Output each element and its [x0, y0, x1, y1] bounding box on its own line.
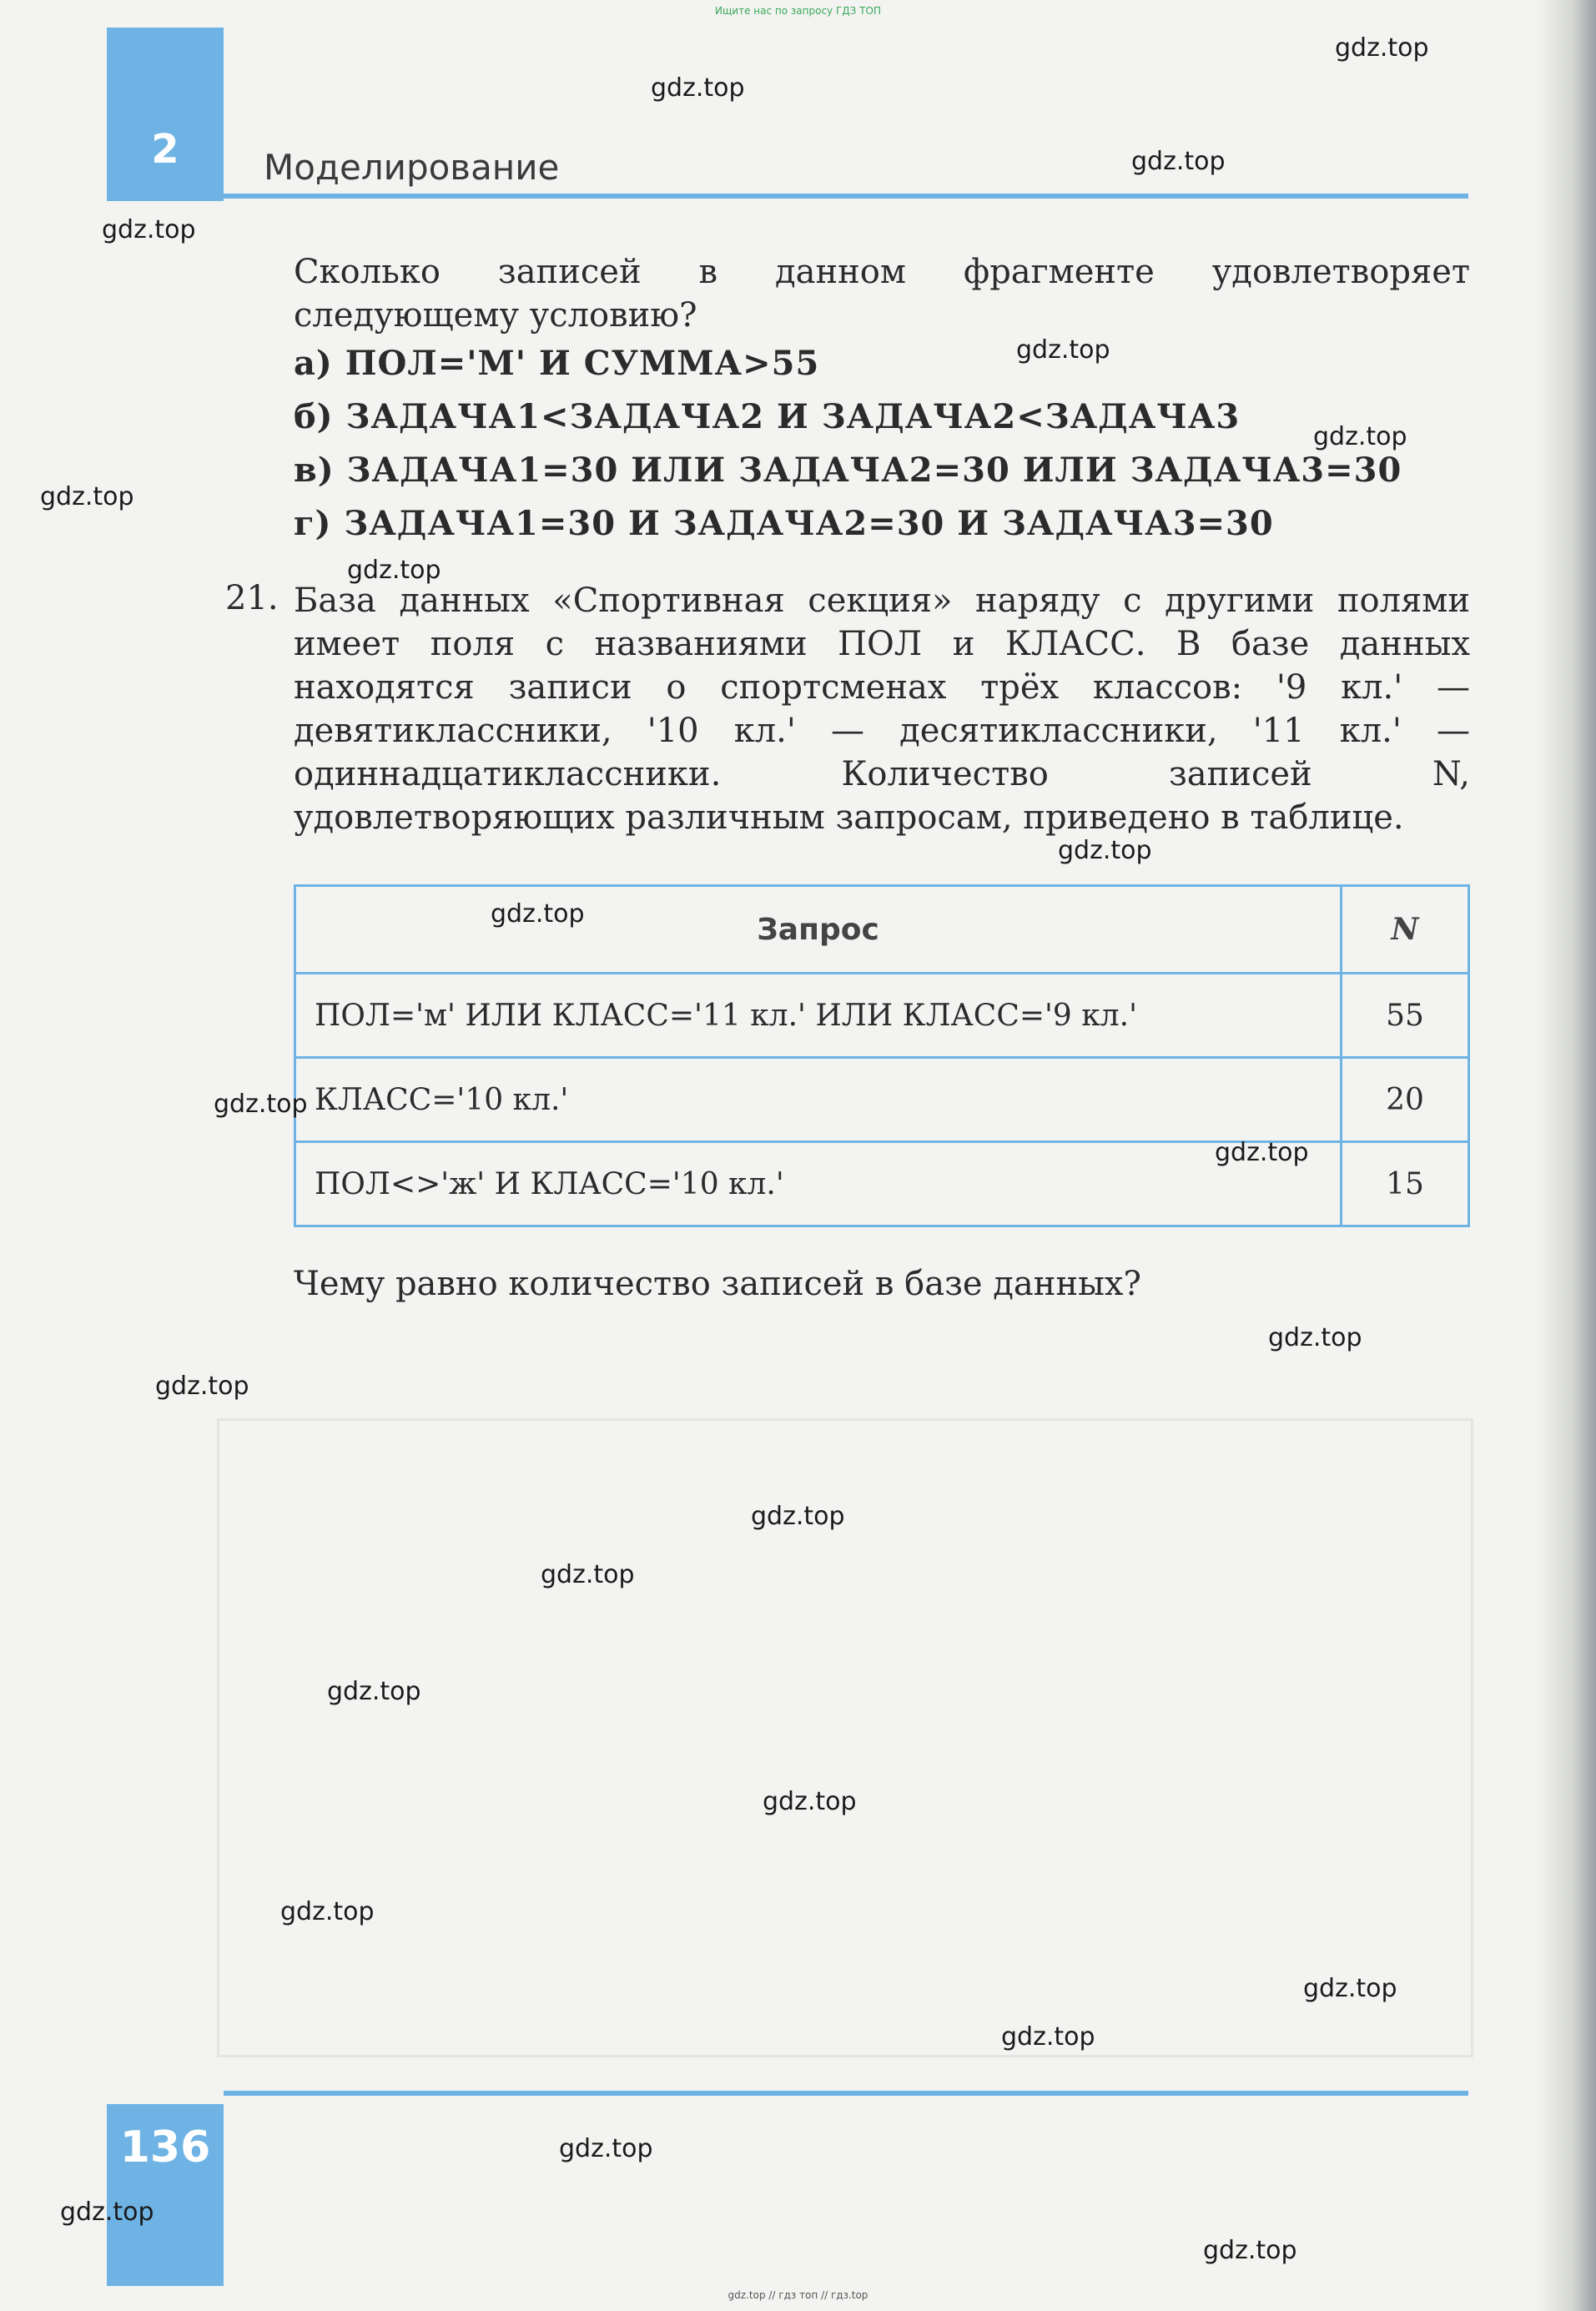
watermark: gdz.top [1001, 2022, 1095, 2052]
header-rule [224, 194, 1468, 199]
watermark: gdz.top [1016, 335, 1110, 365]
option-c: в) ЗАДАЧА1=30 ИЛИ ЗАДАЧА2=30 ИЛИ ЗАДАЧА3=30 [294, 451, 1402, 490]
bottom-caption: gdz.top // гдз топ // гдз.top [728, 2289, 868, 2301]
n-cell: 55 [1342, 974, 1469, 1058]
header-n: N [1342, 886, 1469, 974]
watermark: gdz.top [763, 1787, 857, 1816]
table-header-row [295, 886, 1469, 974]
watermark: gdz.top [40, 482, 134, 511]
query-cell: ПОЛ='м' ИЛИ КЛАСС='11 кл.' ИЛИ КЛАСС='9 кл.' [295, 974, 1342, 1058]
watermark: gdz.top [327, 1677, 421, 1706]
watermark: gdz.top [60, 2198, 154, 2227]
chapter-title: Моделирование [264, 147, 560, 188]
watermark: gdz.top [651, 73, 745, 103]
n-cell: 15 [1342, 1142, 1469, 1226]
watermark: gdz.top [1335, 33, 1429, 63]
table-row [295, 1058, 1469, 1142]
watermark: gdz.top [1203, 2236, 1297, 2265]
query-cell: ПОЛ<>'ж' И КЛАСС='10 кл.' [295, 1142, 1342, 1226]
option-a: а) ПОЛ='М' И СУММА>55 [294, 344, 820, 383]
watermark: gdz.top [1268, 1323, 1362, 1352]
page-edge-shadow [1538, 0, 1596, 2311]
n-cell: 20 [1342, 1058, 1469, 1142]
chapter-number: 2 [151, 126, 179, 173]
bleed-through-table [217, 1418, 1473, 2057]
chapter-tab [107, 28, 224, 201]
footer-rule [224, 2091, 1468, 2096]
watermark: gdz.top [155, 1372, 249, 1401]
task-number: 21. [225, 579, 279, 617]
watermark: gdz.top [1058, 836, 1152, 865]
query-table [294, 884, 1470, 1227]
watermark: gdz.top [347, 556, 441, 585]
watermark: gdz.top [491, 899, 585, 929]
watermark: gdz.top [280, 1897, 375, 1926]
task-text: База данных «Спортивная секция» наряду с другими полями имеет поля с названиями ПОЛ и КЛАСС. В базе данных находятся записи о спортсменах трёх классов: '9 кл.' — девятиклассники, '10 кл.' — десятиклассники, '11 кл.' — одиннадцатиклассники. Количество записей N, удовлетворяющих различным запросам, приведено в таблице. [294, 582, 1470, 837]
footer-tab [107, 2104, 224, 2286]
option-d: г) ЗАДАЧА1=30 И ЗАДАЧА2=30 И ЗАДАЧА3=30 [294, 504, 1274, 543]
option-b: б) ЗАДАЧА1<ЗАДАЧА2 И ЗАДАЧА2<ЗАДАЧА3 [294, 397, 1241, 436]
query-cell: КЛАСС='10 кл.' [295, 1058, 1342, 1142]
watermark: gdz.top [102, 215, 196, 244]
watermark: gdz.top [214, 1090, 308, 1119]
watermark: gdz.top [1215, 1138, 1309, 1167]
top-caption: Ищите нас по запросу ГДЗ ТОП [715, 5, 881, 17]
question-text: Сколько записей в данном фрагменте удовлетворяет следующему условию? [294, 253, 1470, 335]
watermark: gdz.top [1313, 422, 1407, 451]
watermark: gdz.top [1131, 147, 1226, 176]
watermark: gdz.top [541, 1560, 635, 1589]
watermark: gdz.top [1303, 1974, 1397, 2003]
watermark: gdz.top [559, 2134, 653, 2163]
table-row [295, 974, 1469, 1058]
header-query: Запрос [295, 886, 1342, 974]
watermark: gdz.top [751, 1502, 845, 1531]
page-number: 136 [119, 2122, 211, 2173]
final-question: Чему равно количество записей в базе данных? [294, 1265, 1141, 1303]
